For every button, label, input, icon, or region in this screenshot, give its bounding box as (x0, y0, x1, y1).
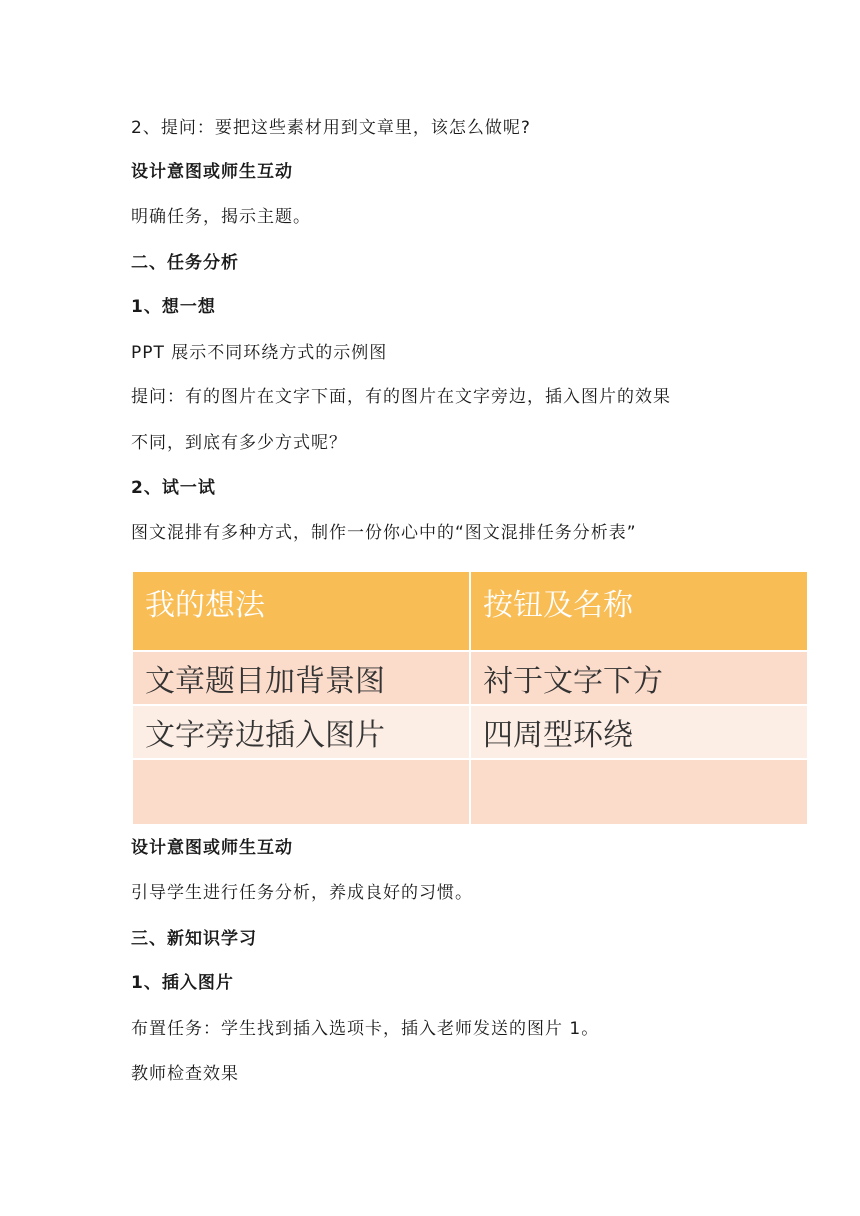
table-header-button-name: 按钮及名称 (470, 571, 808, 651)
table-cell: 衬于文字下方 (470, 651, 808, 705)
table-cell: 文字旁边插入图片 (132, 705, 470, 759)
task-analysis-table (131, 570, 809, 815)
text-line-ask: 提问：有的图片在文字下面，有的图片在文字旁边，插入图片的效果 (131, 387, 671, 407)
heading-design-intent: 设计意图或师生互动 (131, 162, 293, 182)
text-line-ppt: PPT 展示不同环绕方式的示例图 (131, 343, 388, 363)
text-line-question: 2、提问：要把这些素材用到文章里，该怎么做呢? (131, 118, 531, 138)
table-cell: 四周型环绕 (470, 705, 808, 759)
table-cell (132, 759, 470, 825)
table-header-my-idea: 我的想法 (132, 571, 470, 651)
table-row (132, 759, 808, 825)
table-cell: 文章题目加背景图 (132, 651, 470, 705)
text-line-clarify-task: 明确任务，揭示主题。 (131, 207, 311, 227)
text-line-teacher-check: 教师检查效果 (131, 1064, 239, 1084)
heading-insert-image: 1、插入图片 (131, 973, 234, 993)
text-line-make-table: 图文混排有多种方式，制作一份你心中的“图文混排任务分析表” (131, 523, 637, 543)
table-cell (470, 759, 808, 825)
table-row (132, 651, 808, 705)
heading-design-intent-2: 设计意图或师生互动 (131, 838, 293, 858)
heading-task-analysis: 二、任务分析 (131, 253, 239, 273)
text-line-assign-task: 布置任务：学生找到插入选项卡，插入老师发送的图片 1。 (131, 1019, 600, 1039)
table-row (132, 705, 808, 759)
heading-try: 2、试一试 (131, 478, 216, 498)
heading-new-knowledge: 三、新知识学习 (131, 929, 257, 949)
text-line-ask-cont: 不同，到底有多少方式呢？ (131, 433, 347, 453)
text-line-guide: 引导学生进行任务分析，养成良好的习惯。 (131, 883, 473, 903)
heading-think: 1、想一想 (131, 297, 216, 317)
